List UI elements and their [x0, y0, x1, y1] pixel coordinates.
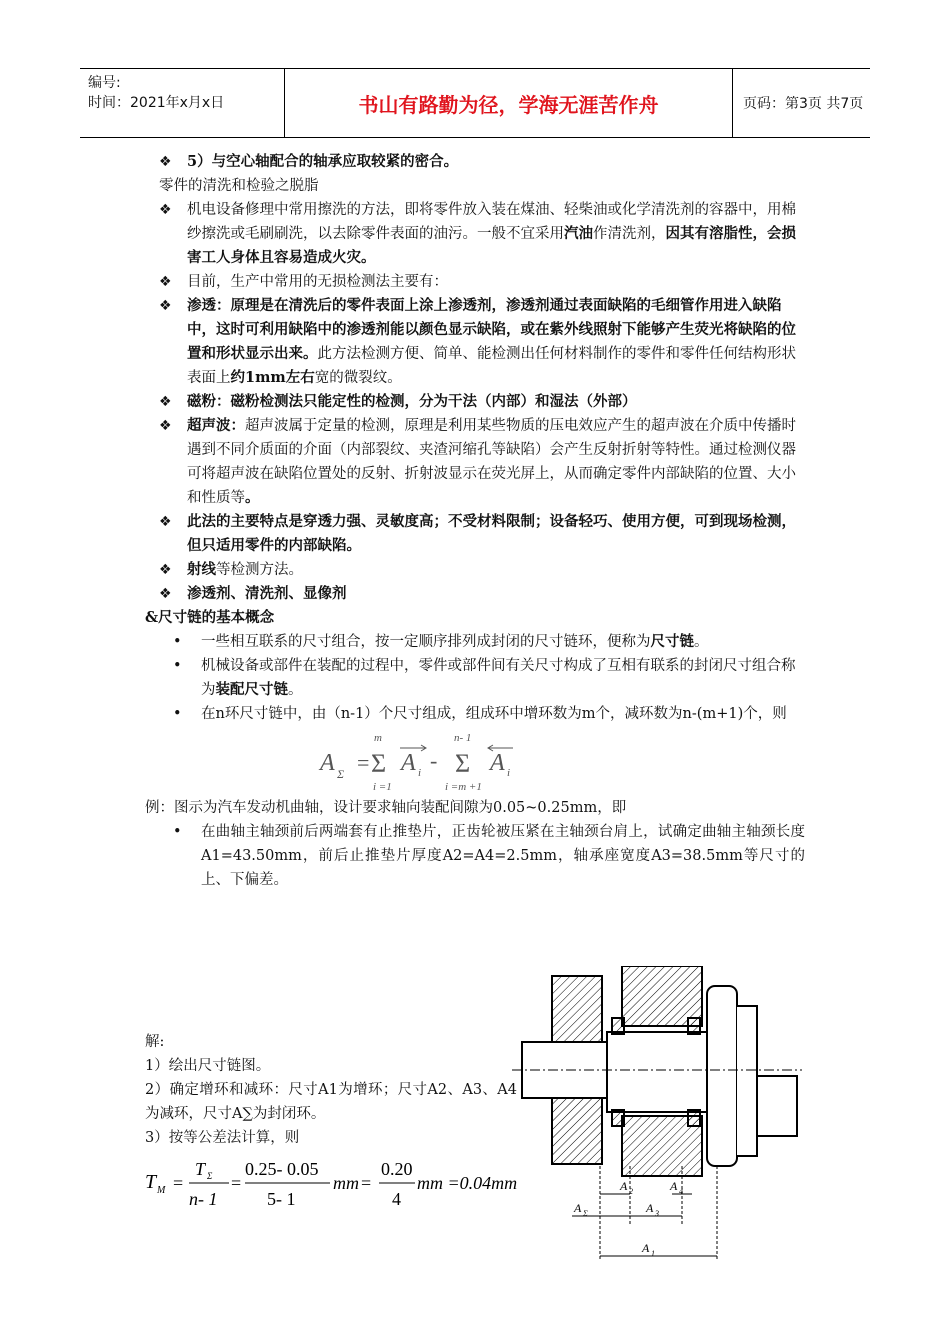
main-journal: [607, 1032, 707, 1112]
list-item: [145, 820, 805, 892]
tm-eq1: =: [173, 1173, 184, 1193]
diamond-bullet-icon: ❖: [159, 586, 172, 602]
diamond-bullet-icon: ❖: [159, 418, 172, 434]
term1-sub: i: [418, 767, 422, 779]
gear-bottom: [552, 1098, 602, 1164]
sum-formula-svg: [145, 726, 805, 796]
crank-flange: [737, 1006, 757, 1156]
sum2-symbol: Σ: [455, 749, 471, 778]
text-run: 汽油: [564, 225, 593, 242]
text-run: 宽的微裂纹。: [314, 370, 402, 386]
formula-lhs-sub: Σ: [337, 767, 345, 781]
tm-eq3: =: [361, 1173, 372, 1193]
number-label: 编号:: [88, 75, 121, 91]
text-run: 此方法检测方便、简单、能检测出任何材料制作的零件和零件任何结构形状表面上: [187, 346, 796, 386]
thrust-washer-front-top: [612, 1018, 624, 1034]
text-line: 5）与空心轴配合的轴承应取较紧的密合。: [187, 153, 459, 170]
dot-bullet-icon: •: [173, 634, 182, 650]
diamond-bullet-icon: ❖: [159, 298, 172, 314]
f1-num-sub: Σ: [207, 1171, 213, 1181]
label-a2-sub: 2: [629, 1187, 633, 1196]
list-item: [145, 270, 805, 294]
text-run: 此法的主要特点是穿透力强、灵敏度高；不受材料限制；设备轻巧、使用方便，可到现场检测，但只适用零件的内部缺陷。: [187, 513, 796, 554]
diamond-bullet-icon: ❖: [159, 394, 172, 410]
list-item: [145, 558, 805, 582]
text-run: 渗透：原理是在清洗后的零件表面上涂上渗透剂，渗透剂通过表面缺陷的毛细管作用进入缺陷中，这时可利用缺陷中的渗透剂能以颜色显示缺陷，或在紫外线照射下能够产生荧光将缺陷的位置和形状显示出来。: [187, 297, 796, 362]
date-label: 时间：2021年x月x日: [88, 95, 225, 111]
text-run: 等检测方法。: [216, 562, 303, 578]
text-run: 作清洗剂，: [593, 226, 666, 242]
f2-num: 0.25- 0.05: [245, 1159, 319, 1179]
crankshaft-drawing: [512, 966, 812, 1266]
example-line: 例：图示为汽车发动机曲轴，设计要求轴向装配间隙为0.05~0.25mm，即: [145, 800, 627, 816]
sum-formula: [145, 726, 805, 796]
sum1-top: m: [374, 732, 382, 744]
right-shaft: [757, 1076, 797, 1136]
solution-step-2: 2）确定增环和减环：尺寸A1为增环；尺寸A2、A3、A4为减环，尺寸A∑为封闭环。: [145, 1082, 517, 1122]
section-label: 零件的清洗和检验之脱脂: [159, 178, 319, 194]
text-run: 。: [288, 682, 303, 698]
list-item: [145, 414, 805, 510]
list-item: [145, 510, 805, 558]
text-run: 超声波属于定量的检测，原理是利用某些物质的压电效应产生的超声波在介质中传播时遇到不同介质面的介面（内部裂纹、夹渣河缩孔等缺陷）会产生反射折射等特性。通过检测仪器可将超声波在缺陷位置处的反射、折射波显示在荧光屏上，从而确定零件内部缺陷的位置、大小和性质等: [187, 418, 796, 506]
text-run: 在曲轴主轴颈前后两端套有止推垫片，正齿轮被压紧在主轴颈台肩上，试确定曲轴主轴颈长度A1=43.50mm，前后止推垫片厚度A2=A4=2.5mm，轴承座宽度A3=38.5mm等尺寸的上、下偏差。: [201, 824, 805, 888]
label-asum-sub: Σ: [583, 1209, 588, 1218]
header-motto: 书山有路勤为径，学海无涯苦作舟: [284, 69, 733, 137]
thrust-washer-front-bottom: [612, 1110, 624, 1126]
list-item: [145, 582, 805, 606]
page-number: 页码：第3页 共7页: [743, 96, 864, 112]
diamond-bullet-icon: ❖: [159, 154, 172, 170]
diamond-bullet-icon: ❖: [159, 562, 172, 578]
tm-lhs: T: [145, 1171, 157, 1193]
text-run: 机电设备修理中常用擦洗的方法，即将零件放入装在煤油、轻柴油或化学清洗剂的容器中，用棉纱擦洗或毛刷刷洗，以去除零件表面的油污。一般不宜采用: [187, 202, 796, 242]
f1-den: n- 1: [189, 1189, 218, 1209]
list-item: [145, 630, 805, 654]
solution-label: 解:: [145, 1034, 165, 1050]
dot-bullet-icon: •: [173, 706, 182, 722]
solution-step-3: 3）按等公差法计算，则: [145, 1130, 300, 1146]
section-heading: &尺寸链的基本概念: [145, 609, 275, 626]
diamond-bullet-icon: ❖: [159, 514, 172, 530]
text-run: 在n环尺寸链中，由（n-1）个尺寸组成，组成环中增环数为m个，减环数为n-(m+1)个，则: [201, 706, 787, 722]
term2-sub: i: [507, 767, 511, 779]
crank-web: [707, 986, 737, 1166]
text-run: 尺寸链: [650, 633, 694, 650]
list-item: [145, 294, 805, 390]
text-run: 射线: [187, 561, 216, 578]
formula-minus: -: [430, 748, 438, 773]
thrust-washer-rear-bottom: [688, 1110, 700, 1126]
list-item: [145, 390, 805, 414]
header-meta: [80, 69, 284, 137]
crankshaft-figure: [512, 966, 812, 1266]
page-header: [80, 68, 870, 138]
sum1-symbol: Σ: [371, 749, 387, 778]
text-run: 。: [245, 489, 260, 506]
text-run: 磁粉：磁粉检测法只能定性的检测，分为干法（内部）和湿法（外部）: [187, 393, 637, 410]
label-a2: A: [620, 1179, 628, 1193]
text-run: 装配尺寸链: [215, 681, 288, 698]
list-item: [145, 198, 805, 270]
f3-num: 0.20: [381, 1159, 413, 1179]
tm-eq2: =: [231, 1173, 242, 1193]
document-body: [145, 150, 805, 892]
tm-lhs-sub: M: [157, 1185, 166, 1196]
formula-eq: =: [357, 750, 370, 775]
text-run: 超声波：: [187, 417, 245, 434]
label-a4-sub: 4: [679, 1187, 683, 1196]
sum1-bottom: i =1: [373, 781, 392, 793]
solution-block: [145, 1030, 517, 1150]
tolerance-formula: [145, 1153, 525, 1213]
tm-result: mm =0.04mm: [417, 1173, 518, 1193]
term2: A: [490, 750, 505, 776]
formula-lhs: A: [320, 750, 335, 776]
solution-step-1: 1）绘出尺寸链图。: [145, 1058, 271, 1074]
diamond-bullet-icon: ❖: [159, 202, 172, 218]
term1: A: [401, 750, 416, 776]
list-item: [145, 150, 805, 174]
f3-den: 4: [392, 1189, 401, 1209]
text-run: 机械设备或部件在装配的过程中，零件或部件间有关尺寸构成了互相有联系的封闭尺寸组合称为: [201, 658, 796, 698]
dot-bullet-icon: •: [173, 658, 182, 674]
text-run: 目前，生产中常用的无损检测法主要有：: [187, 274, 448, 290]
label-a3: A: [646, 1201, 654, 1215]
dot-bullet-icon: •: [173, 824, 182, 840]
label-a3-sub: 3: [655, 1209, 659, 1218]
f2-den: 5- 1: [267, 1189, 296, 1209]
f1-num: T: [195, 1159, 206, 1179]
sum2-top: n- 1: [454, 732, 472, 744]
label-a1: A: [642, 1241, 650, 1255]
label-asum: A: [574, 1201, 582, 1215]
label-a4: A: [670, 1179, 678, 1193]
text-run: 因其有溶脂性，会损害工人身体且容易造成火灾。: [187, 225, 796, 266]
text-run: 渗透剂、清洗剂、显像剂: [187, 585, 347, 602]
thrust-washer-rear-top: [688, 1018, 700, 1034]
tolerance-formula-svg: [145, 1153, 525, 1213]
label-a1-sub: 1: [651, 1249, 655, 1258]
list-item: [145, 702, 805, 726]
sum2-bottom: i =m +1: [445, 781, 482, 793]
diamond-bullet-icon: ❖: [159, 274, 172, 290]
text-run: 一些相互联系的尺寸组合，按一定顺序排列成封闭的尺寸链环，便称为: [201, 634, 651, 650]
text-run: 约1mm左右: [230, 369, 315, 386]
gear-top: [552, 976, 602, 1042]
mm-unit: mm: [333, 1173, 359, 1193]
list-item: [145, 654, 805, 702]
text-run: 。: [694, 634, 709, 650]
